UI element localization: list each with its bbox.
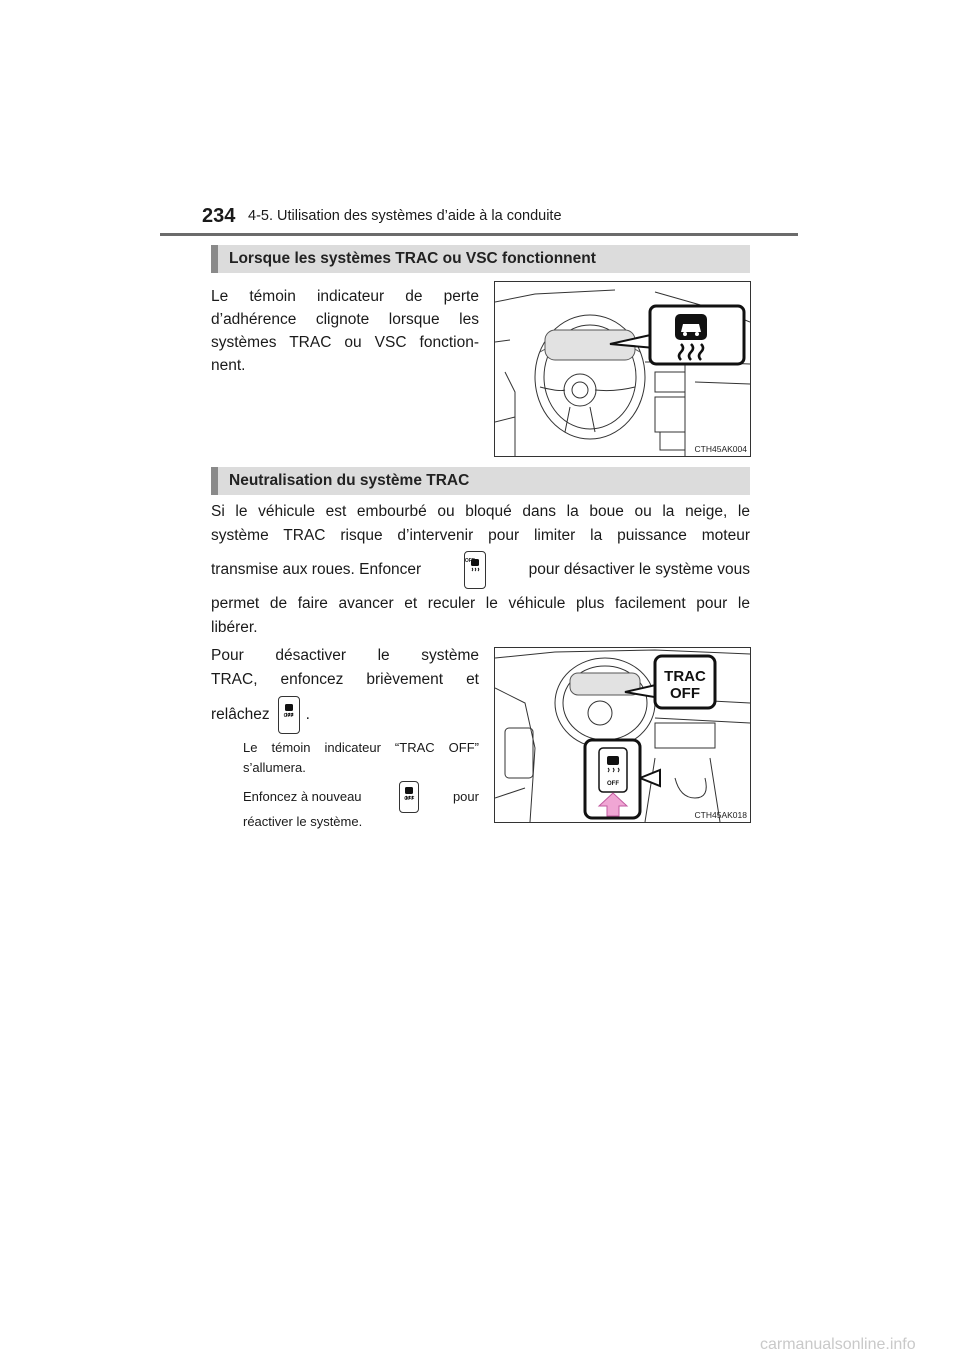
text-line-with-button — [211, 692, 479, 738]
off-label: OFF — [404, 796, 415, 802]
text-line: Pour désactiver le système — [211, 647, 479, 664]
off-label: OFF — [464, 558, 475, 564]
text-line: permet de faire avancer et reculer le véhicule plus facilement pour le — [211, 595, 750, 612]
dashboard-figure-1 — [494, 281, 751, 457]
text-fragment: . — [305, 706, 310, 723]
section-heading-trac-off: Neutralisation du système TRAC — [211, 467, 750, 495]
dashboard-figure-2 — [494, 647, 751, 823]
dashboard-illustration — [495, 282, 750, 456]
text-fragment: relâchez — [211, 706, 270, 723]
text-line: nent. — [211, 357, 246, 374]
text-fragment: pour désactiver le système vous — [528, 561, 750, 578]
text-fragment: Enfoncez à nouveau — [243, 789, 362, 804]
text-line: réactiver le système. — [243, 814, 363, 829]
text-line: Le témoin indicateur de perte — [211, 288, 479, 305]
text-line: Si le véhicule est embourbé ou bloqué dans la boue ou la neige, le — [211, 503, 750, 520]
note-reactivate — [243, 782, 479, 832]
section1-text — [211, 285, 479, 377]
page-number: 234 — [202, 205, 236, 227]
figure-code: CTH45AK018 — [694, 810, 747, 820]
text-line-with-button — [211, 548, 750, 592]
text-line: système TRAC risque d’intervenir pour limiter la puissance moteur — [211, 527, 750, 544]
off-label: OFF — [283, 713, 294, 719]
text-fragment: transmise aux roues. Enfoncer — [211, 561, 422, 578]
chapter-title: 4-5. Utilisation des systèmes d’aide à la conduite — [248, 208, 562, 224]
cabin-illustration — [495, 648, 750, 822]
off-label: OFF — [607, 781, 619, 787]
text-line: d’adhérence clignote lorsque les — [211, 311, 479, 328]
text-fragment: pour — [452, 789, 479, 804]
trac-indicator-line2: OFF — [670, 685, 700, 702]
watermark: carmanualsonline.info — [760, 1336, 916, 1353]
section2-instruction — [211, 644, 479, 738]
text-line-with-button — [243, 782, 479, 812]
trac-indicator-line1: TRAC — [664, 668, 706, 685]
trac-off-button-icon — [278, 696, 300, 734]
trac-off-button-icon — [399, 781, 419, 813]
note-indicator: Le témoin indicateur “TRAC OFF” s’allumera. — [243, 740, 479, 775]
text-line: libérer. — [211, 619, 258, 636]
text-line: systèmes TRAC ou VSC fonction- — [211, 334, 479, 351]
section-heading-trac-vsc: Lorsque les systèmes TRAC ou VSC fonctionnent — [211, 245, 750, 273]
figure-code: CTH45AK004 — [694, 444, 747, 454]
header-rule — [160, 233, 798, 236]
section2-intro — [211, 500, 750, 640]
text-line: TRAC, enfoncez brièvement et — [211, 671, 479, 688]
trac-off-button-icon — [464, 551, 486, 589]
